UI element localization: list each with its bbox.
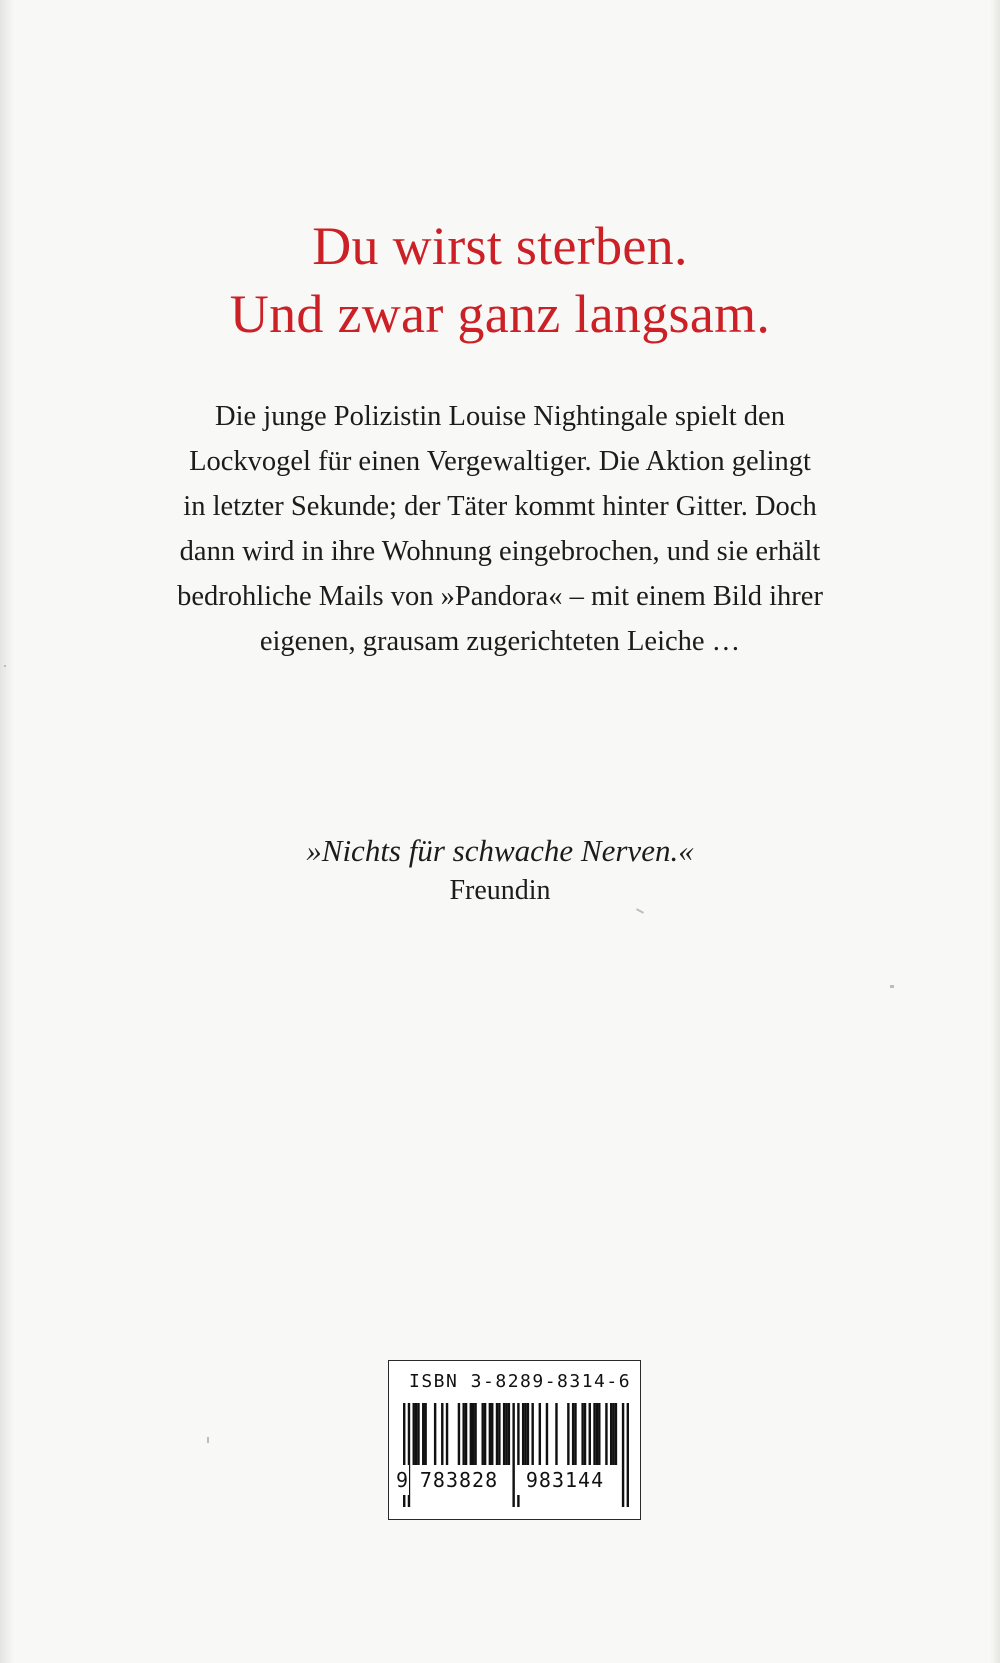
barcode-bar	[489, 1403, 491, 1465]
blurb-line: eigenen, grausam zugerichteten Leiche …	[259, 626, 741, 657]
barcode-bar	[596, 1403, 598, 1465]
barcode-bar	[462, 1403, 464, 1465]
barcode-guard-bar	[622, 1403, 624, 1507]
barcode-bar	[615, 1403, 617, 1465]
blurb-line: Die junge Polizistin Louise Nightingale spielt den	[215, 401, 785, 432]
barcode-bar	[605, 1403, 607, 1465]
barcode-bar	[465, 1403, 467, 1465]
barcode-bar	[413, 1403, 415, 1465]
isbn-label: ISBN 3-8289-8314-6	[409, 1371, 632, 1392]
barcode-bar	[574, 1403, 576, 1465]
paper-speck	[4, 665, 6, 667]
barcode-bar	[484, 1403, 486, 1465]
barcode-bar	[434, 1403, 436, 1465]
blurb-text	[0, 394, 1000, 664]
barcode-bar	[546, 1403, 548, 1465]
blurb-line: dann wird in ihre Wohnung eingebrochen, und sie erhält	[179, 536, 821, 567]
barcode-bar	[482, 1403, 484, 1465]
tagline-line-1: Du wirst sterben.	[312, 216, 688, 276]
blurb-line: in letzter Sekunde; der Täter kommt hinter Gitter. Doch	[183, 491, 817, 522]
barcode-bar	[496, 1403, 498, 1465]
barcode-bar	[508, 1403, 510, 1465]
barcode-bar	[593, 1403, 595, 1465]
barcode-bar	[441, 1403, 443, 1465]
barcode-bar	[458, 1403, 460, 1465]
blurb-line: Lockvogel für einen Vergewaltiger. Die Aktion gelingt	[189, 446, 811, 477]
barcode-bar	[446, 1403, 448, 1465]
review-source: Freundin	[449, 875, 551, 906]
barcode-bar	[610, 1403, 612, 1465]
tagline	[0, 212, 1000, 348]
barcode-bar	[612, 1403, 614, 1465]
ean-first-digit: 9	[395, 1465, 409, 1495]
tagline-line-2: Und zwar ganz langsam.	[229, 284, 771, 344]
paper-speck	[890, 985, 894, 988]
barcode-bar	[531, 1403, 533, 1465]
barcode-bar	[491, 1403, 493, 1465]
review-quote: »Nichts für schwache Nerven.«	[306, 833, 694, 868]
barcode-bar	[524, 1403, 526, 1465]
barcode-bar	[598, 1403, 600, 1465]
barcode-bar	[422, 1403, 424, 1465]
barcode-bar	[474, 1403, 476, 1465]
barcode-bar	[539, 1403, 541, 1465]
barcode-bar	[424, 1403, 426, 1465]
blurb-line: bedrohliche Mails von »Pandora« – mit einem Bild ihrer	[177, 581, 823, 612]
barcode-bar	[505, 1403, 507, 1465]
ean-right-digits: 983144	[515, 1465, 615, 1495]
barcode-bar	[415, 1403, 417, 1465]
barcode-bar	[581, 1403, 583, 1465]
paper-speck	[207, 1437, 209, 1443]
barcode-bar	[472, 1403, 474, 1465]
barcode-bar	[470, 1403, 472, 1465]
barcode-bar	[522, 1403, 524, 1465]
barcode-bar	[555, 1403, 557, 1465]
isbn-barcode	[388, 1360, 641, 1520]
barcode-bar	[527, 1403, 529, 1465]
barcode-bar	[498, 1403, 500, 1465]
barcode-bar	[567, 1403, 569, 1465]
barcode-bar	[572, 1403, 574, 1465]
barcode-guard-bar	[627, 1403, 629, 1507]
barcode-bar	[584, 1403, 586, 1465]
barcode-bar	[503, 1403, 505, 1465]
ean-left-digits: 783828	[411, 1465, 507, 1495]
barcode-bar	[589, 1403, 591, 1465]
barcode-bar	[417, 1403, 419, 1465]
